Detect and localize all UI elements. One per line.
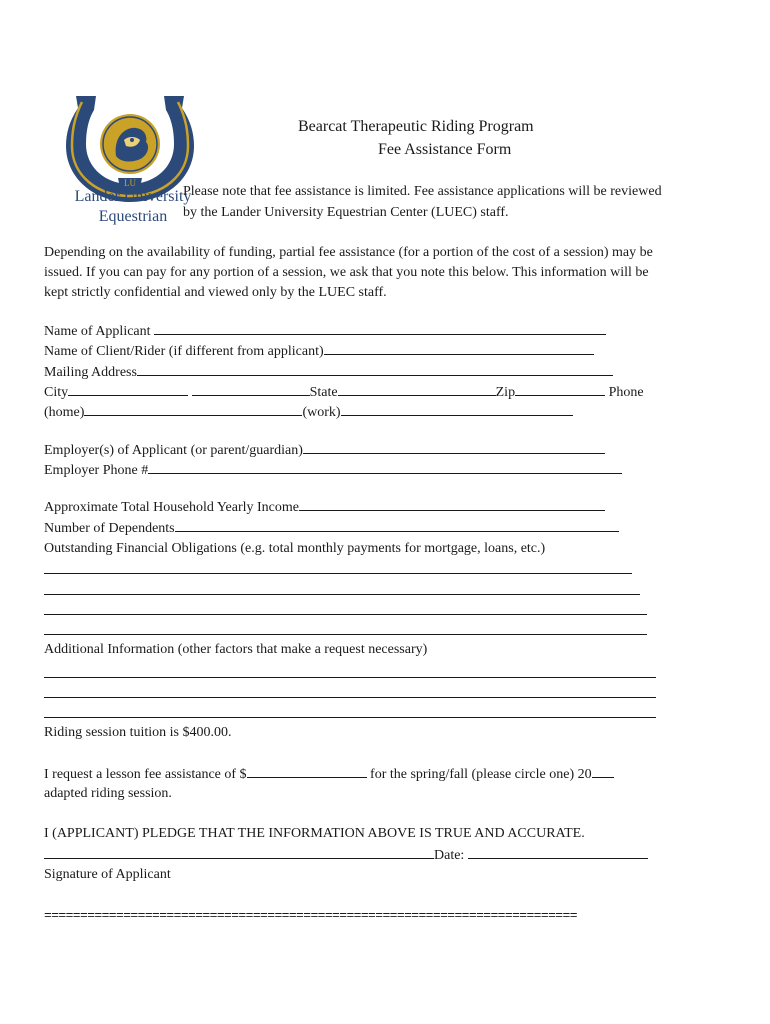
- city-label: City: [44, 385, 69, 400]
- logo-line-1: Lander University: [74, 188, 192, 205]
- work-phone-field[interactable]: [341, 402, 573, 416]
- signature-label: Signature of Applicant: [44, 867, 171, 882]
- obligations-line-4[interactable]: [44, 634, 647, 635]
- signature-date-row: [44, 845, 648, 865]
- form-subtitle: Fee Assistance Form: [378, 141, 512, 158]
- city-state-zip-row: [44, 382, 644, 402]
- name-applicant-label: Name of Applicant: [44, 324, 151, 339]
- home-phone-field[interactable]: [84, 402, 302, 416]
- employer-label: Employer(s) of Applicant (or parent/guardian): [44, 443, 303, 458]
- pledge-text: I (APPLICANT) PLEDGE THAT THE INFORMATION ABOVE IS TRUE AND ACCURATE.: [44, 826, 585, 841]
- dependents-label: Number of Dependents: [44, 521, 175, 536]
- mailing-address-field[interactable]: [137, 362, 613, 376]
- intro-line-2: issued. If you can pay for any portion of a session, we ask that you note this below. This information will be: [44, 265, 649, 280]
- date-field[interactable]: [468, 845, 648, 859]
- notice-line-2: by the Lander University Equestrian Center (LUEC) staff.: [183, 205, 509, 220]
- city-field-2[interactable]: [192, 382, 310, 396]
- name-client-row: [44, 341, 594, 361]
- mailing-address-label: Mailing Address: [44, 365, 137, 380]
- state-label: State: [309, 385, 338, 400]
- zip-label: Zip: [495, 385, 516, 400]
- name-applicant-field[interactable]: [154, 321, 606, 335]
- employer-phone-field[interactable]: [148, 460, 622, 474]
- request-year-field[interactable]: [592, 764, 614, 778]
- request-label: I request a lesson fee assistance of $: [44, 767, 247, 782]
- obligations-line-3[interactable]: [44, 614, 647, 615]
- request-amount-field[interactable]: [247, 764, 367, 778]
- tuition-text: Riding session tuition is $400.00.: [44, 725, 232, 740]
- phone-row: [44, 402, 573, 422]
- city-field-1[interactable]: [68, 382, 188, 396]
- employer-phone-label: Employer Phone #: [44, 463, 149, 478]
- additional-line-1[interactable]: [44, 677, 656, 678]
- intro-line-1: Depending on the availability of funding, partial fee assistance (for a portion of the cost of a session) may be: [44, 245, 653, 260]
- logo-initials: LU: [124, 178, 136, 188]
- mailing-address-row: [44, 362, 613, 382]
- zip-field[interactable]: [515, 382, 605, 396]
- work-phone-label: (work): [302, 405, 341, 420]
- signature-field[interactable]: [44, 845, 434, 859]
- additional-line-3[interactable]: [44, 717, 656, 718]
- additional-line-2[interactable]: [44, 697, 656, 698]
- employer-field[interactable]: [303, 440, 605, 454]
- intro-line-3: kept strictly confidential and viewed only by the LUEC staff.: [44, 285, 387, 300]
- income-row: [44, 497, 605, 517]
- name-client-field[interactable]: [324, 341, 594, 355]
- employer-row: [44, 440, 605, 460]
- separator-line: ==========================================================================: [44, 908, 577, 923]
- obligations-line-1[interactable]: [44, 573, 632, 574]
- additional-info-label: Additional Information (other factors that make a request necessary): [44, 642, 428, 657]
- form-title: Bearcat Therapeutic Riding Program: [298, 118, 534, 135]
- phone-label: Phone: [608, 385, 644, 400]
- home-phone-label: (home): [44, 405, 85, 420]
- request-line-2: adapted riding session.: [44, 786, 172, 801]
- dependents-field[interactable]: [175, 518, 619, 532]
- notice-line-1: Please note that fee assistance is limited. Fee assistance applications will be reviewed: [183, 184, 662, 199]
- dependents-row: [44, 518, 619, 538]
- employer-phone-row: [44, 460, 622, 480]
- request-season-label: for the spring/fall (please circle one) 20: [370, 767, 592, 782]
- name-applicant-row: [44, 321, 606, 341]
- income-field[interactable]: [299, 497, 605, 511]
- income-label: Approximate Total Household Yearly Income: [44, 500, 299, 515]
- request-row: [44, 764, 614, 784]
- obligations-label: Outstanding Financial Obligations (e.g. total monthly payments for mortgage, loans, etc.): [44, 541, 546, 556]
- logo-line-2: Equestrian: [98, 208, 168, 225]
- state-field[interactable]: [338, 382, 496, 396]
- name-client-label: Name of Client/Rider (if different from applicant): [44, 344, 324, 359]
- date-label: Date:: [434, 848, 465, 863]
- obligations-line-2[interactable]: [44, 594, 640, 595]
